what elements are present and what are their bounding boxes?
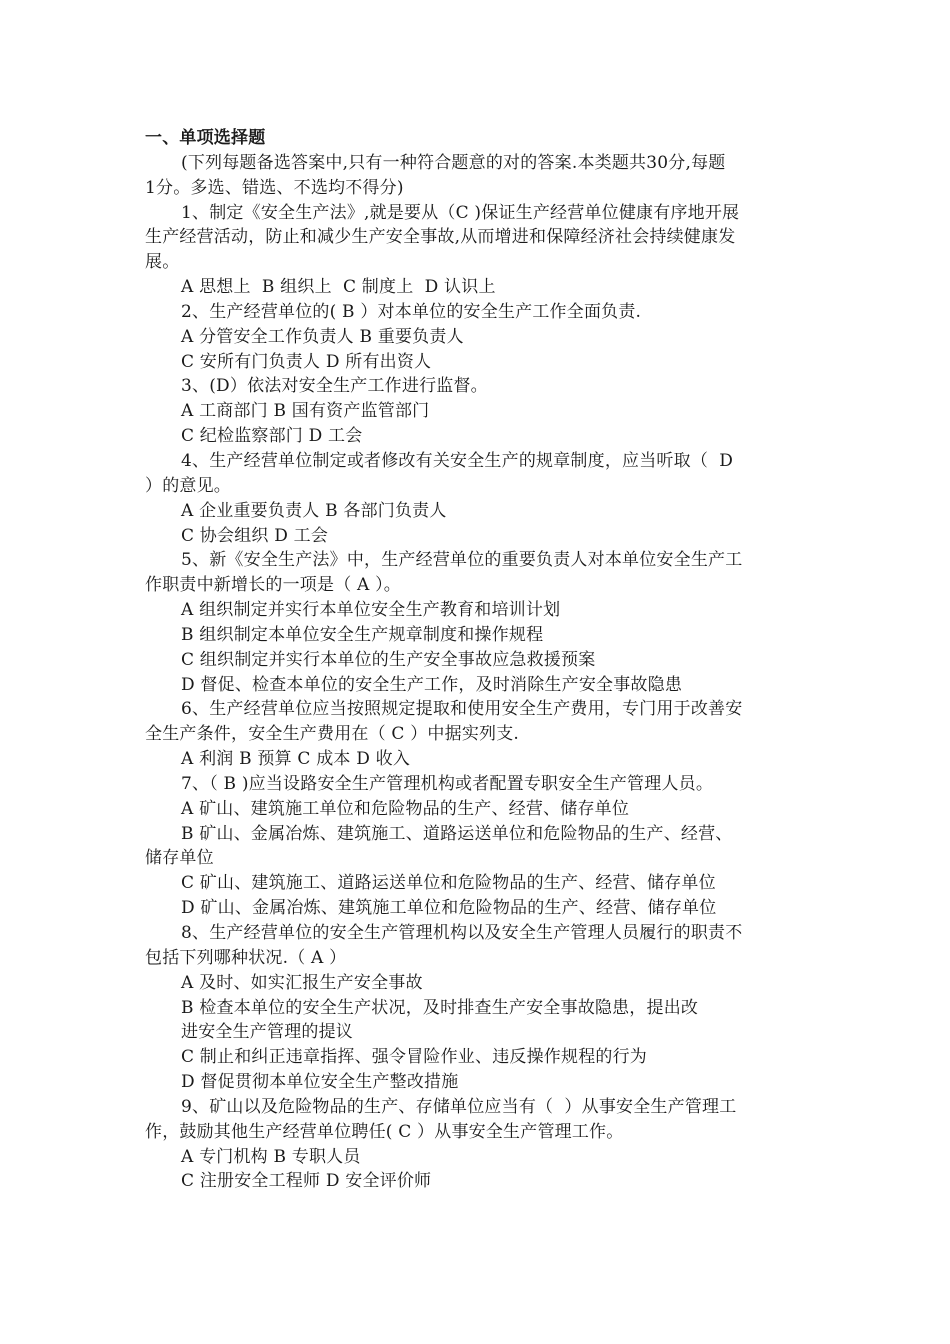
text-line: 1、制定《安全生产法》,就是要从（C )保证生产经营单位健康有序地开展 — [181, 202, 740, 223]
text-line: ）的意见。 — [145, 475, 231, 496]
text-line: A 利润 B 预算 C 成本 D 收入 — [181, 749, 411, 770]
text-line: A 企业重要负责人 B 各部门负责人 — [181, 500, 447, 521]
text-line: D 督促贯彻本单位安全生产整改措施 — [181, 1072, 459, 1093]
text-line: C 协会组织 D 工会 — [181, 525, 329, 546]
text-line: 展。 — [145, 252, 180, 273]
text-line: 包括下列哪种状况.（ A ） — [145, 947, 347, 968]
text-line: (下列每题备选答案中,只有一种符合题意的对的答案.本类题共30分,每题 — [181, 152, 726, 173]
text-line: 9、矿山以及危险物品的生产、存储单位应当有（ ）从事安全生产管理工 — [181, 1096, 737, 1117]
text-line: 2、生产经营单位的( B ）对本单位的安全生产工作全面负责. — [181, 301, 642, 322]
text-line: A 思想上 B 组织上 C 制度上 D 认识上 — [181, 277, 496, 298]
section-heading: 一、单项选择题 — [145, 128, 266, 148]
text-line: B 组织制定本单位安全生产规章制度和操作规程 — [181, 624, 544, 645]
text-line: 作，鼓励其他生产经营单位聘任( C ）从事安全生产管理工作。 — [145, 1121, 624, 1142]
text-line: D 督促、检查本单位的安全生产工作，及时消除生产安全事故隐患 — [181, 674, 683, 695]
text-line: C 制止和纠正违章指挥、强令冒险作业、违反操作规程的行为 — [181, 1047, 648, 1068]
text-line: 6、生产经营单位应当按照规定提取和使用安全生产费用，专门用于改善安 — [181, 699, 743, 720]
document-body — [145, 126, 805, 1194]
text-line: B 矿山、金属冶炼、建筑施工、道路运送单位和危险物品的生产、经营、 — [181, 823, 733, 844]
text-line: 3、(D）依法对安全生产工作进行监督。 — [181, 376, 488, 397]
text-line: B 检查本单位的安全生产状况，及时排查生产安全事故隐患，提出改 — [181, 997, 699, 1018]
text-line: C 安所有门负责人 D 所有出资人 — [181, 351, 432, 372]
text-line: A 矿山、建筑施工单位和危险物品的生产、经营、储存单位 — [181, 798, 630, 819]
text-line: A 工商部门 B 国有资产监管部门 — [181, 401, 430, 422]
text-line: A 专门机构 B 专职人员 — [181, 1146, 361, 1167]
text-line: 全生产条件，安全生产费用在（ C ）中据实列支. — [145, 724, 520, 745]
text-line: A 组织制定并实行本单位安全生产教育和培训计划 — [181, 600, 561, 621]
text-line: C 注册安全工程师 D 安全评价师 — [181, 1171, 432, 1192]
text-line: 7、（ B )应当设路安全生产管理机构或者配置专职安全生产管理人员。 — [181, 773, 714, 794]
text-line: 储存单位 — [145, 848, 214, 869]
text-line: A 及时、如实汇报生产安全事故 — [181, 972, 423, 993]
text-line: 作职责中新增长的一项是（ A ）。 — [145, 575, 401, 596]
text-line: C 纪检监察部门 D 工会 — [181, 426, 363, 447]
text-line: A 分管安全工作负责人 B 重要负责人 — [181, 326, 464, 347]
text-line: 生产经营活动，防止和减少生产安全事故,从而增进和保障经济社会持续健康发 — [145, 227, 736, 248]
text-line: 4、生产经营单位制定或者修改有关安全生产的规章制度，应当听取（ D — [181, 450, 734, 471]
text-line: D 矿山、金属冶炼、建筑施工单位和危险物品的生产、经营、储存单位 — [181, 898, 717, 919]
text-line: 进安全生产管理的提议 — [181, 1022, 353, 1043]
text-line: C 矿山、建筑施工、道路运送单位和危险物品的生产、经营、储存单位 — [181, 873, 716, 894]
text-line: 1分。多选、错选、不选均不得分) — [145, 177, 404, 198]
text-line: C 组织制定并实行本单位的生产安全事故应急救援预案 — [181, 649, 596, 670]
text-line: 8、生产经营单位的安全生产管理机构以及安全生产管理人员履行的职责不 — [181, 923, 743, 943]
text-line: 5、新《安全生产法》中，生产经营单位的重要负责人对本单位安全生产工 — [181, 550, 743, 571]
